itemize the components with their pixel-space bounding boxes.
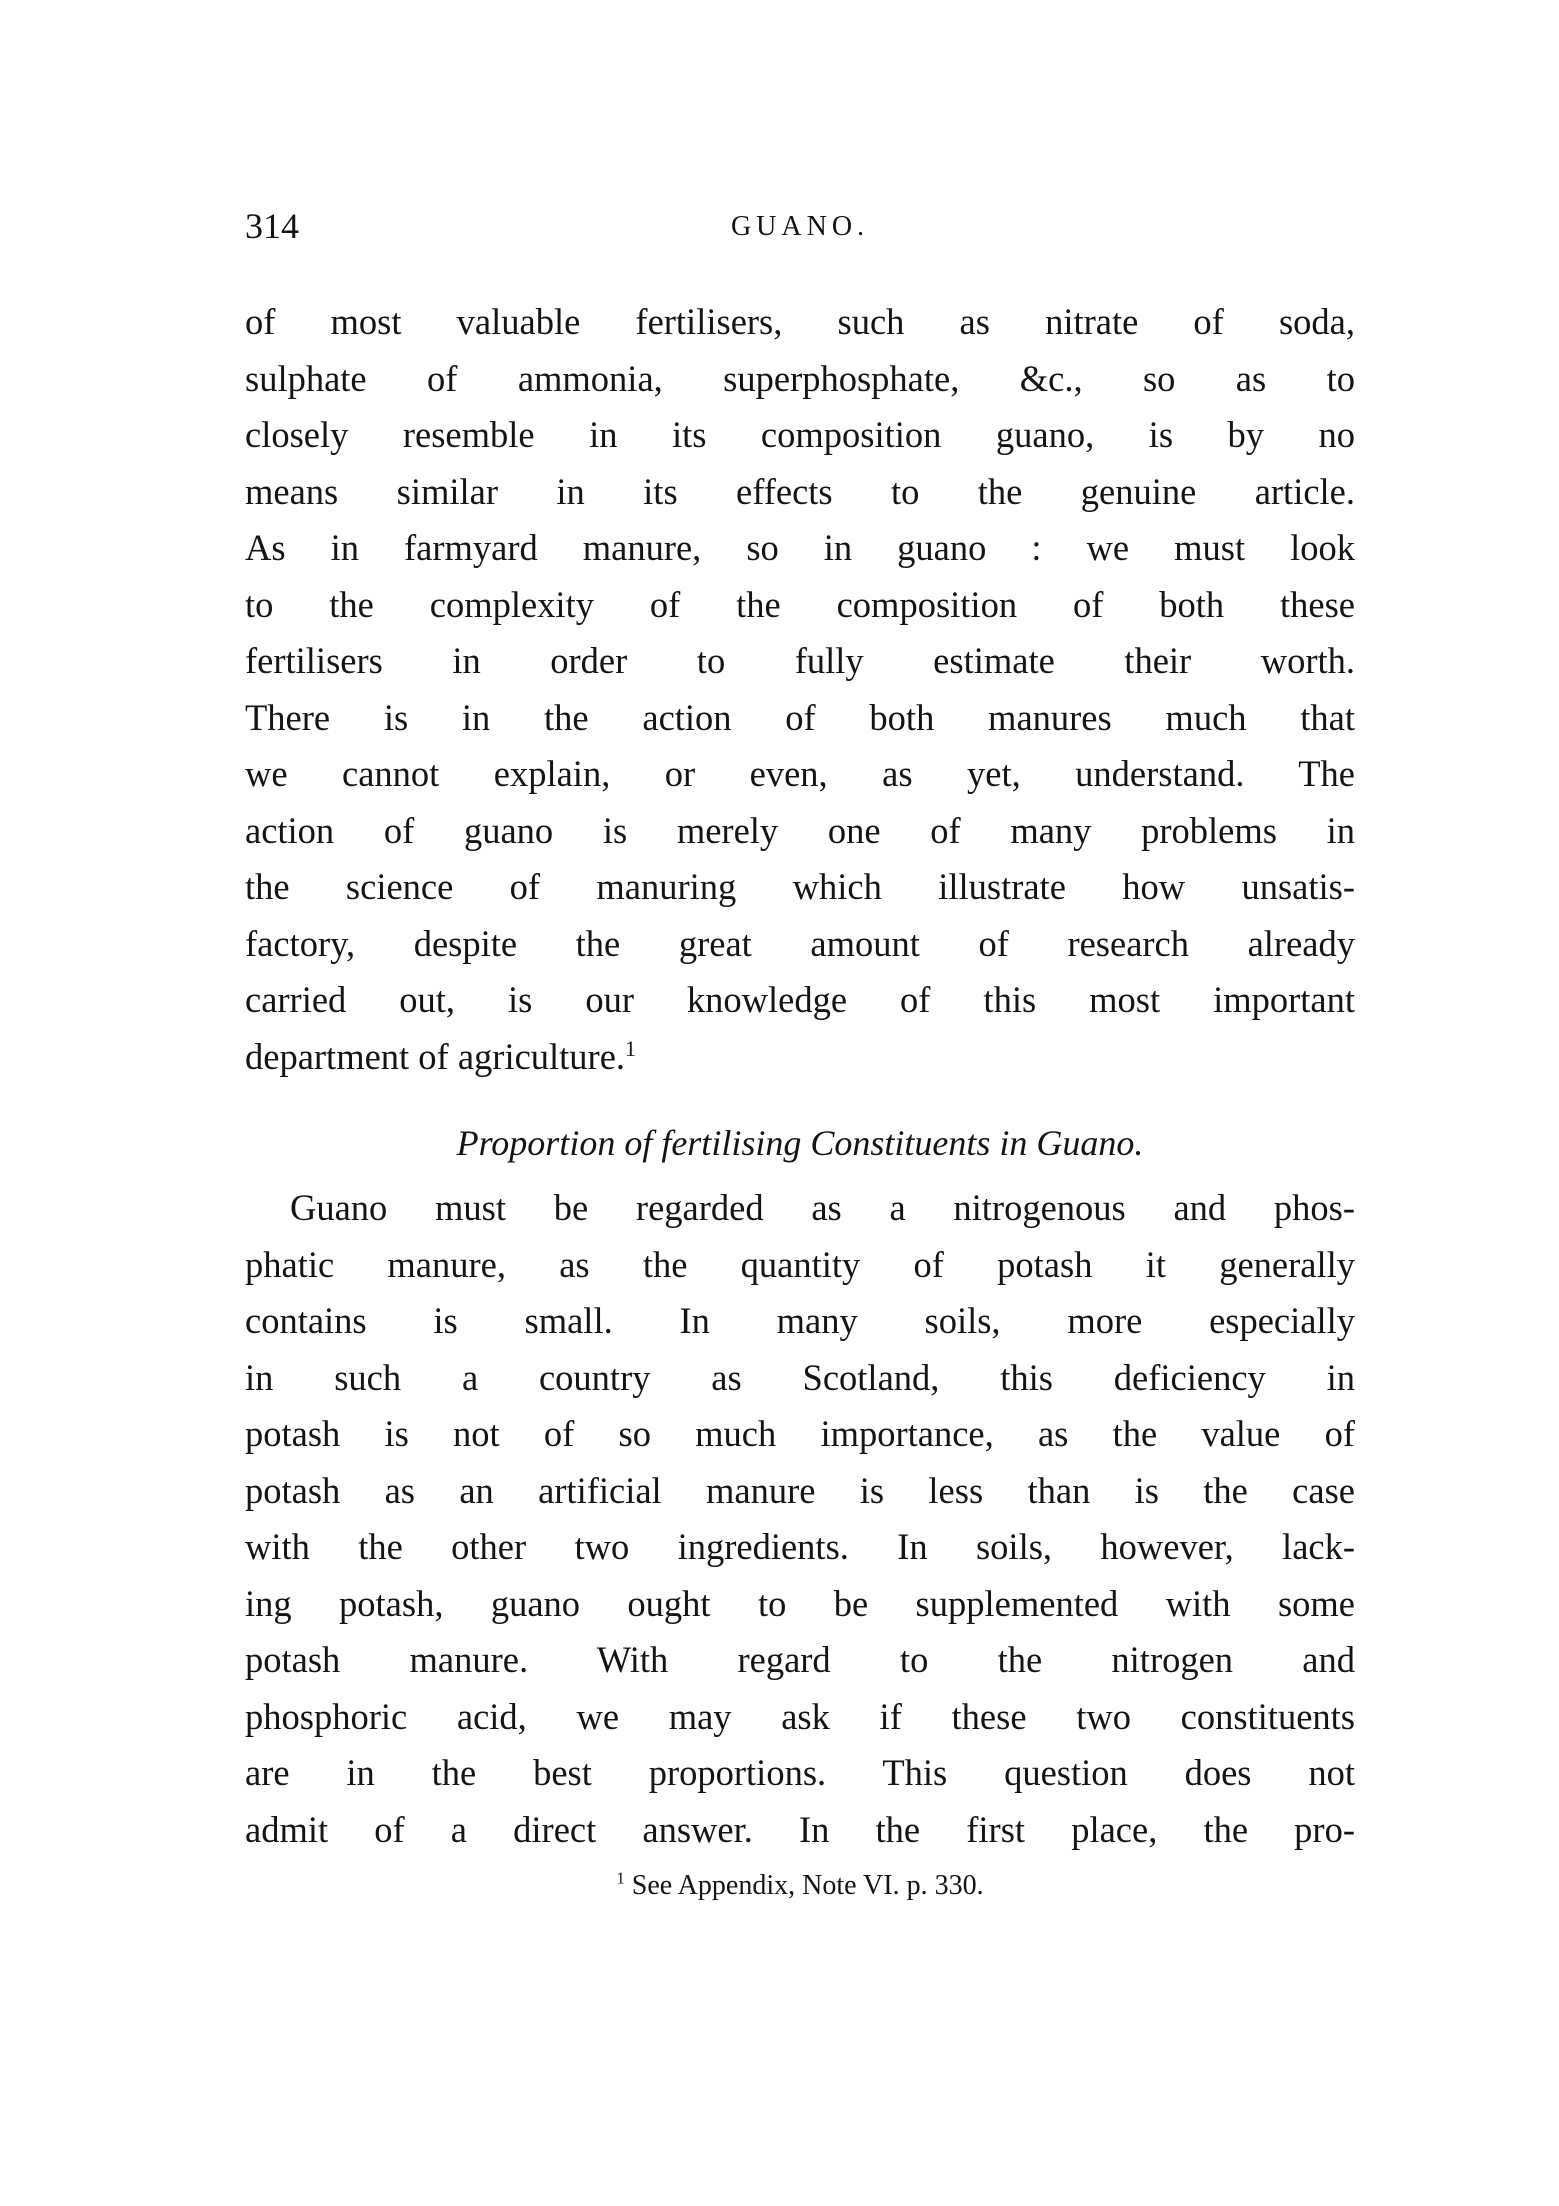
footnote-marker: 1 (616, 1868, 625, 1888)
footnote-reference[interactable]: 1 (625, 1035, 636, 1061)
text-line: There is in the action of both manures much that (245, 696, 1355, 738)
page-header (245, 205, 1355, 255)
text-line: carried out, is our knowledge of this most important (245, 979, 1355, 1020)
text-line: factory, despite the great amount of research already (245, 922, 1355, 964)
text-line: potash as an artificial manure is less than is the case (245, 1469, 1355, 1511)
page-number: 314 (245, 206, 299, 246)
text-line-last (245, 1029, 1355, 1086)
footnote (245, 1870, 1355, 1902)
text-line: closely resemble in its composition guano, is by no (245, 414, 1355, 455)
text-line: As in farmyard manure, so in guano : we must look (245, 527, 1355, 568)
paragraph-continuation (245, 294, 1355, 1085)
text-line: contains is small. In many soils, more especially (245, 1300, 1355, 1341)
text-line: to the complexity of the composition of both these (245, 583, 1355, 625)
text-line: with the other two ingredients. In soils, however, lack- (245, 1526, 1355, 1567)
text-line-content: department of agriculture. (245, 1035, 626, 1077)
text-line: potash manure. With regard to the nitrogen and (245, 1639, 1355, 1680)
text-line: phatic manure, as the quantity of potash it generally (245, 1243, 1355, 1285)
text-line: the science of manuring which illustrate how unsatis- (245, 866, 1355, 907)
text-line: action of guano is merely one of many problems in (245, 809, 1355, 851)
running-head: GUANO. (730, 211, 870, 242)
paragraph (245, 1180, 1355, 1858)
text-line: phosphoric acid, we may ask if these two constituents (245, 1695, 1355, 1737)
text-line: admit of a direct answer. In the first place, the pro- (245, 1808, 1355, 1850)
section-heading: Proportion of fertilising Constituents in Guano. (456, 1123, 1144, 1163)
text-line: means similar in its effects to the genuine article. (245, 470, 1355, 512)
text-line: of most valuable fertilisers, such as nitrate of soda, (245, 301, 1355, 342)
text-line: fertilisers in order to fully estimate their worth. (245, 640, 1355, 681)
text-line: sulphate of ammonia, superphosphate, &c., so as to (245, 357, 1355, 399)
text-line: Guano must be regarded as a nitrogenous and phos- (290, 1187, 1355, 1228)
text-line: we cannot explain, or even, as yet, understand. The (245, 753, 1355, 794)
text-line: ing potash, guano ought to be supplemented with some (245, 1582, 1355, 1624)
text-line: potash is not of so much importance, as the value of (245, 1413, 1355, 1454)
text-line: are in the best proportions. This question does not (245, 1752, 1355, 1793)
text-line: in such a country as Scotland, this deficiency in (245, 1356, 1355, 1398)
footnote-text: See Appendix, Note VI. p. 330. (631, 1870, 984, 1901)
